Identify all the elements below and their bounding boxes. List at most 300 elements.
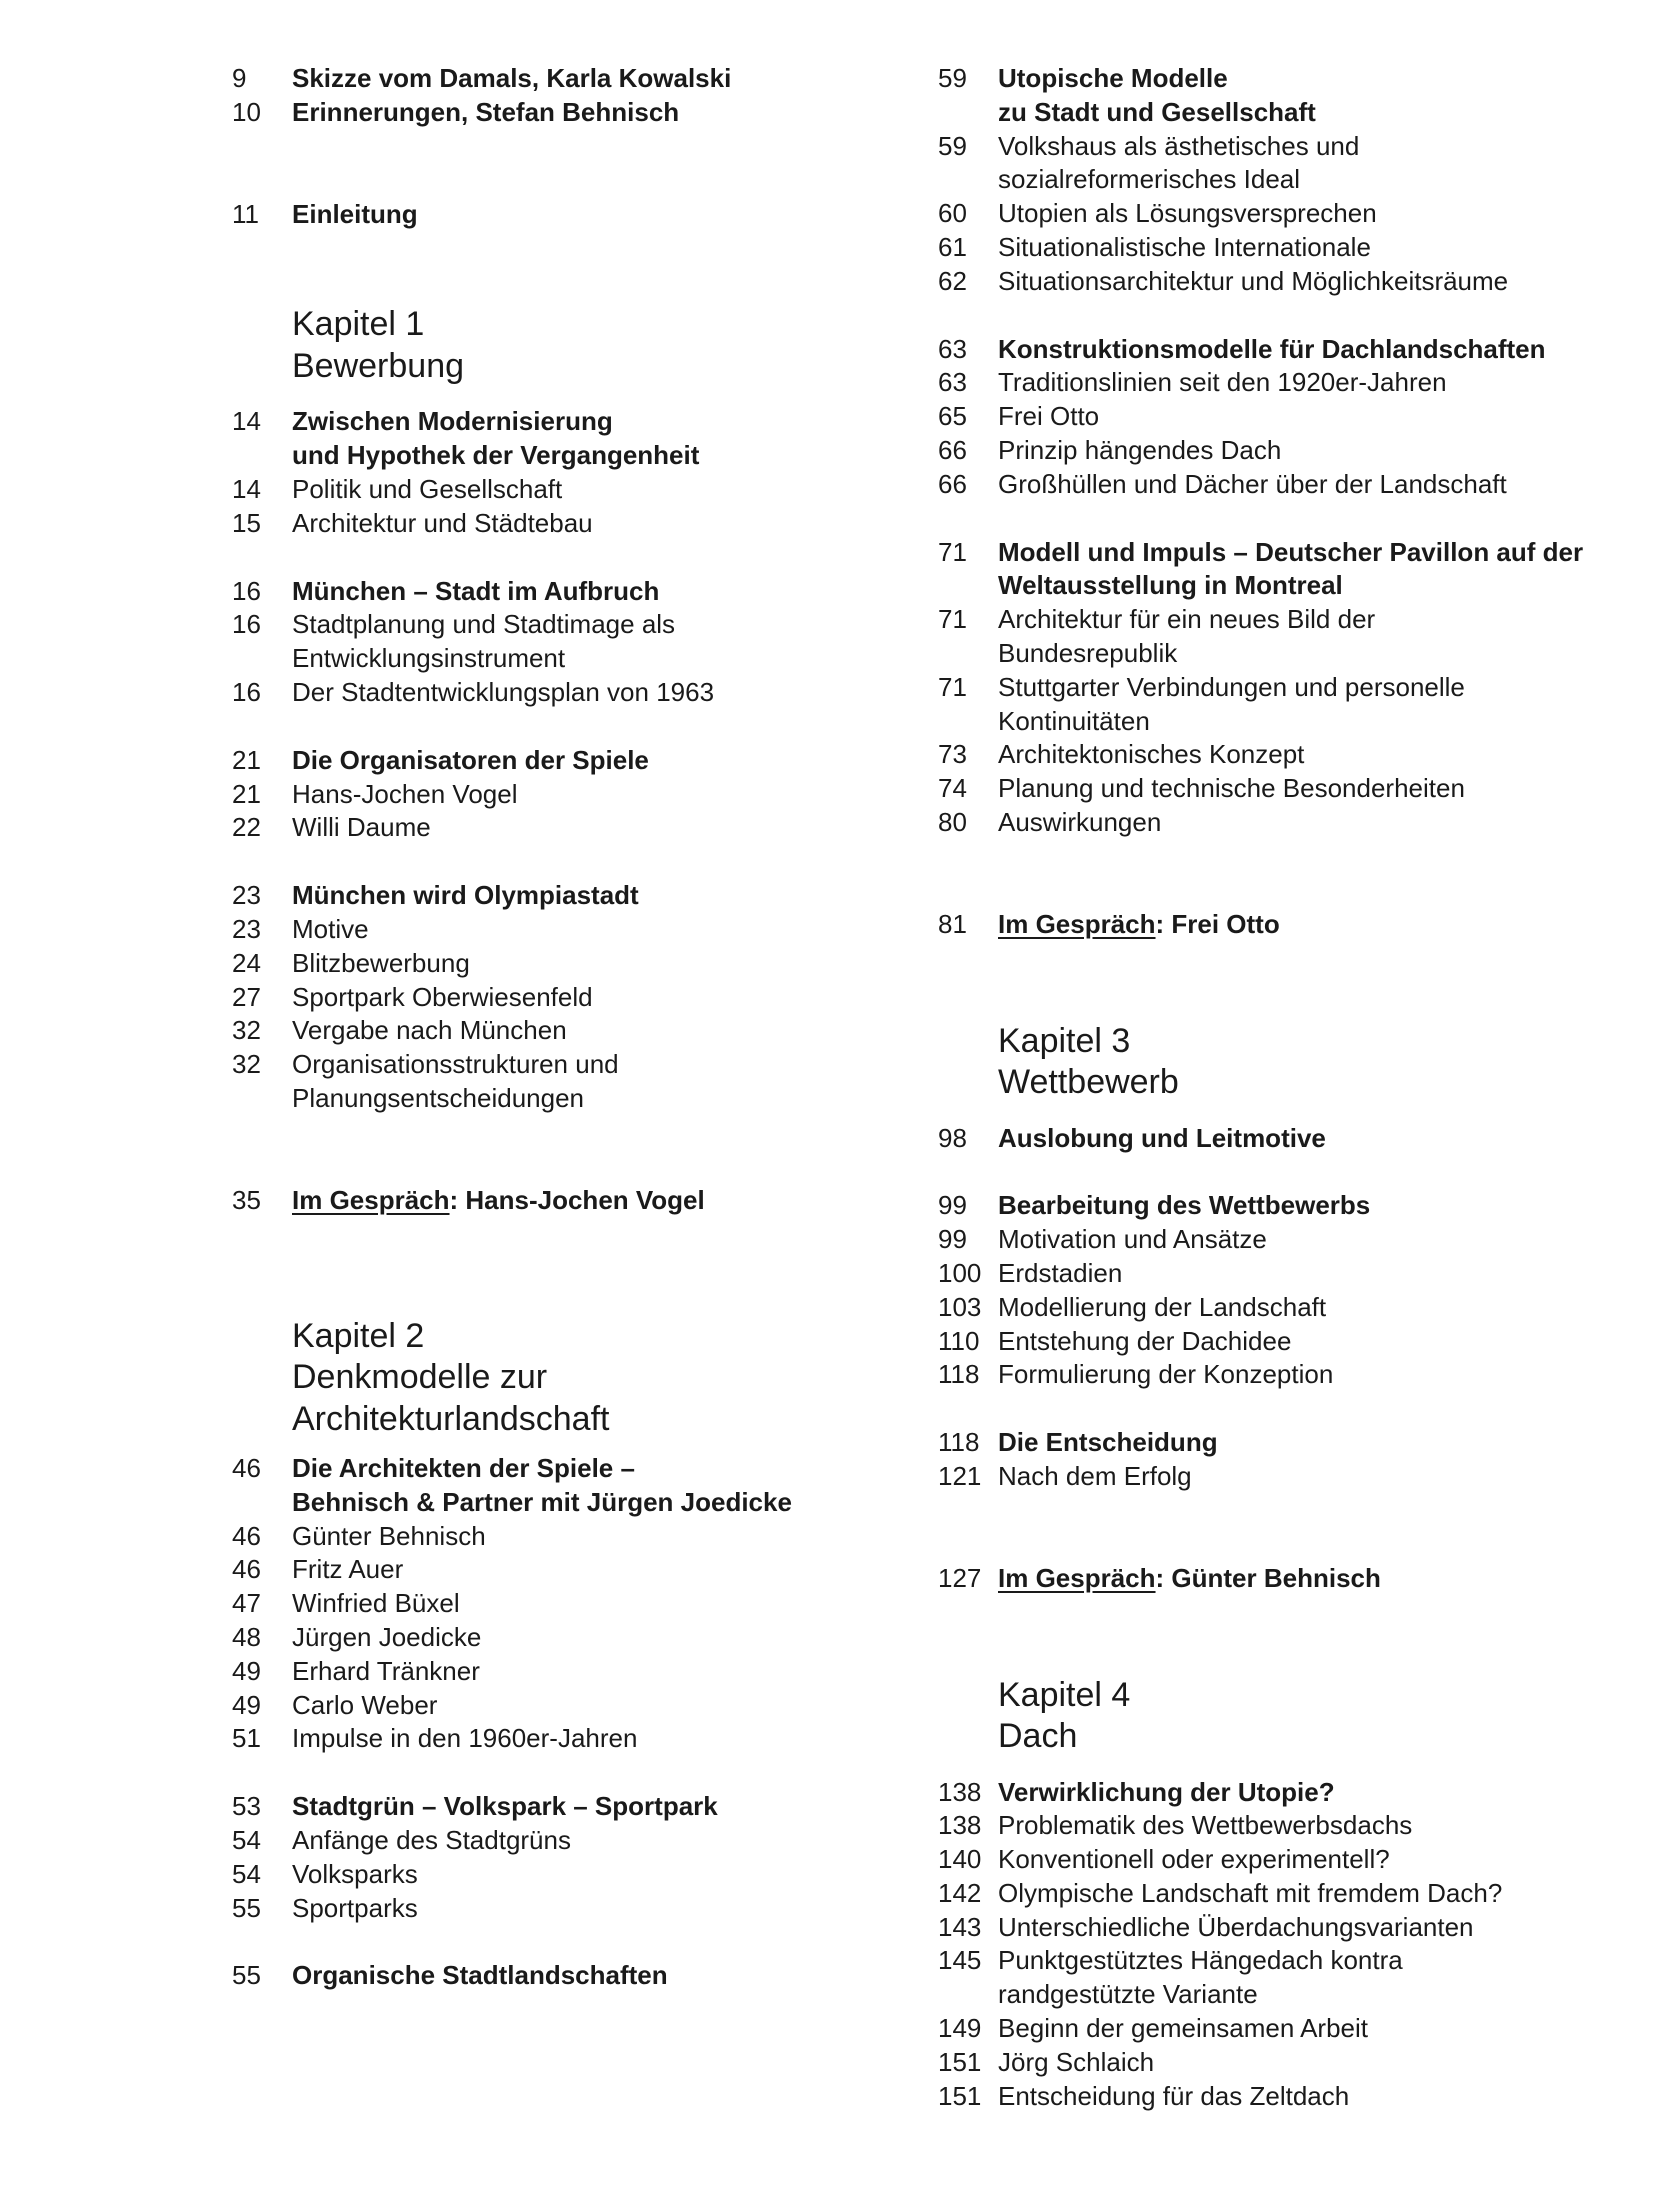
entry-title-text: Skizze vom Damals, Karla Kowalski: [292, 63, 732, 93]
page-number: 66: [938, 468, 967, 499]
page-number: 14: [232, 473, 261, 504]
entry-title-text: Organisationsstrukturen und: [292, 1049, 619, 1080]
page-number: 14: [232, 406, 261, 437]
entry-title: [998, 1325, 1638, 1359]
page-number: 145: [938, 1945, 982, 1976]
page-number: 149: [938, 2013, 982, 2044]
entry-title-text: Blitzbewerbung: [292, 947, 470, 978]
toc-right-column: [938, 62, 1638, 2113]
entry-title: [998, 603, 1638, 671]
page-number: 118: [938, 1427, 980, 1458]
chapter-number: Kapitel 3: [998, 1021, 1131, 1060]
entry-title-text: Stadtgrün – Volkspark – Sportpark: [292, 1791, 718, 1822]
entry-title-continued: Bundesrepublik: [998, 637, 1178, 668]
toc-entry: [938, 1843, 1638, 1877]
entry-title: [292, 1014, 892, 1048]
entry-title: [998, 265, 1638, 299]
entry-title-text: Die Architekten der Spiele –: [292, 1453, 635, 1484]
page-number: 71: [938, 604, 967, 635]
toc-entry: [938, 400, 1638, 434]
chapter-number: Kapitel 4: [998, 1675, 1131, 1714]
page-number: 65: [938, 401, 967, 432]
entry-title: [998, 333, 1638, 367]
entry-title: [292, 96, 892, 130]
page-number: 99: [938, 1190, 967, 1221]
entry-title: [292, 1824, 892, 1858]
page-number: 55: [232, 1960, 261, 1991]
entry-title-text: Stuttgarter Verbindungen und personelle: [998, 671, 1465, 702]
toc-entry: [938, 231, 1638, 265]
toc-entry: [938, 1257, 1638, 1291]
chapter-heading: [232, 304, 892, 387]
page-number: 21: [232, 778, 261, 809]
entry-title: [292, 913, 892, 947]
entry-title-text: Organische Stadtlandschaften: [292, 1960, 668, 1991]
entry-title: [998, 1562, 1638, 1596]
page-number: 59: [938, 63, 967, 93]
entry-title-continued: sozialreformerisches Ideal: [998, 164, 1301, 195]
entry-title: [292, 1858, 892, 1892]
entry-title: [292, 981, 892, 1015]
page-number: 63: [938, 333, 967, 364]
toc-entry: [232, 947, 892, 981]
entry-title: [292, 1722, 892, 1756]
entry-title-continued: Behnisch & Partner mit Jürgen Joedicke: [292, 1486, 792, 1517]
page-number: 15: [232, 507, 261, 538]
entry-title-text: Zwischen Modernisierung: [292, 406, 613, 437]
entry-title-continued: Weltausstellung in Montreal: [998, 570, 1343, 601]
toc-entry: [232, 1520, 892, 1554]
entry-title-text: Hans-Jochen Vogel: [292, 778, 518, 809]
page-number: 55: [232, 1892, 261, 1923]
page-number: 138: [938, 1810, 982, 1841]
entry-title: [998, 468, 1638, 502]
toc-entry: [232, 1824, 892, 1858]
toc-entry: [938, 1460, 1638, 1494]
chapter-number: Kapitel 1: [292, 305, 425, 344]
page-number: 59: [938, 130, 967, 161]
toc-entry: [938, 1809, 1638, 1843]
entry-title-text: Beginn der gemeinsamen Arbeit: [998, 2013, 1369, 2044]
toc-entry: [232, 1892, 892, 1926]
entry-title: [998, 231, 1638, 265]
entry-title-continued: Entwicklungsinstrument: [292, 643, 566, 674]
page-number: 51: [232, 1723, 261, 1754]
toc-entry: [938, 1776, 1638, 1810]
chapter-title: Wettbewerb: [998, 1063, 1179, 1102]
entry-title: [292, 1452, 892, 1520]
toc-entry: [938, 333, 1638, 367]
toc-entry: [938, 197, 1638, 231]
entry-title-continued: zu Stadt und Gesellschaft: [998, 96, 1316, 127]
entry-title: [292, 198, 892, 232]
page-number: 49: [232, 1655, 261, 1686]
page-number: 81: [938, 908, 967, 939]
entry-title: [998, 62, 1638, 130]
entry-title: [998, 738, 1638, 772]
entry-title: [292, 676, 892, 710]
page-number: 48: [232, 1622, 261, 1653]
page-number: 66: [938, 434, 967, 465]
page-number: 118: [938, 1359, 980, 1390]
toc-entry: [938, 468, 1638, 502]
entry-title-text: Verwirklichung der Utopie?: [998, 1776, 1335, 1807]
toc-entry: [232, 608, 892, 676]
entry-title-text: Volkshaus als ästhetisches und: [998, 130, 1360, 161]
entry-title-text: Modell und Impuls – Deutscher Pavillon auf der: [998, 536, 1584, 567]
entry-title: [998, 197, 1638, 231]
toc-entry: [938, 1223, 1638, 1257]
entry-title-text: : Hans-Jochen Vogel: [449, 1184, 705, 1215]
entry-title: [998, 1809, 1638, 1843]
page-number: 9: [232, 63, 247, 93]
entry-title-text: Planung und technische Besonderheiten: [998, 773, 1465, 804]
toc-entry: [938, 1189, 1638, 1223]
entry-title-text: Fritz Auer: [292, 1554, 404, 1585]
entry-title-text: Prinzip hängendes Dach: [998, 434, 1282, 465]
interview-label: Im Gespräch: [292, 1184, 450, 1215]
entry-title: [998, 1291, 1638, 1325]
toc-entry: [232, 879, 892, 913]
entry-title-text: Entstehung der Dachidee: [998, 1325, 1292, 1356]
entry-title: [998, 772, 1638, 806]
chapter-heading: [232, 1316, 892, 1441]
entry-title-text: Die Organisatoren der Spiele: [292, 744, 649, 775]
page-number: 73: [938, 739, 967, 770]
toc-entry: [938, 1291, 1638, 1325]
entry-title-text: Willi Daume: [292, 812, 431, 843]
page-number: 54: [232, 1858, 261, 1889]
entry-title: [998, 434, 1638, 468]
toc-entry: [938, 62, 1638, 130]
page-number: 32: [232, 1015, 261, 1046]
entry-title-text: Politik und Gesellschaft: [292, 473, 563, 504]
entry-title-text: Konstruktionsmodelle für Dachlandschaften: [998, 333, 1546, 364]
entry-title-text: Utopische Modelle: [998, 63, 1228, 93]
page-number: 54: [232, 1825, 261, 1855]
page-number: 49: [232, 1689, 261, 1720]
page-number: 80: [938, 806, 967, 837]
entry-title: [292, 811, 892, 845]
entry-title: [998, 2012, 1638, 2046]
page-number: 24: [232, 947, 261, 978]
entry-title-text: Einleitung: [292, 198, 418, 229]
toc-entry: [938, 671, 1638, 739]
toc-entry: [232, 1014, 892, 1048]
toc-entry: [232, 1048, 892, 1116]
toc-entry: [232, 1587, 892, 1621]
page-number: 16: [232, 575, 261, 606]
page-number: 143: [938, 1911, 982, 1942]
toc-entry: [232, 1621, 892, 1655]
toc-entry: [938, 1426, 1638, 1460]
entry-title-text: Impulse in den 1960er-Jahren: [292, 1723, 638, 1754]
page-number: 151: [938, 2080, 982, 2111]
entry-title: [998, 1257, 1638, 1291]
entry-title: [998, 671, 1638, 739]
entry-title-text: Auslobung und Leitmotive: [998, 1122, 1326, 1153]
toc-entry: [938, 1562, 1638, 1596]
entry-title: [292, 575, 892, 609]
toc-entry: [232, 198, 892, 232]
toc-entry: [232, 1790, 892, 1824]
page-number: 61: [938, 231, 967, 262]
toc-entry: [232, 1689, 892, 1723]
entry-title: [292, 947, 892, 981]
entry-title-text: Frei Otto: [998, 401, 1100, 432]
entry-title: [998, 1776, 1638, 1810]
entry-title-text: Nach dem Erfolg: [998, 1460, 1192, 1491]
entry-title-text: Erdstadien: [998, 1257, 1123, 1288]
toc-entry: [232, 981, 892, 1015]
toc-entry: [938, 536, 1638, 604]
entry-title: [292, 744, 892, 778]
entry-title-text: Utopien als Lösungsversprechen: [998, 198, 1377, 229]
entry-title-continued: Planungsentscheidungen: [292, 1082, 585, 1113]
entry-title: [292, 62, 892, 96]
page-number: 46: [232, 1520, 261, 1551]
chapter-title: Denkmodelle zur: [292, 1358, 548, 1397]
entry-title-text: Großhüllen und Dächer über der Landschaft: [998, 468, 1507, 499]
page-number: 62: [938, 265, 967, 296]
entry-title-text: Jürgen Joedicke: [292, 1622, 482, 1653]
chapter-heading: [938, 1021, 1638, 1104]
entry-title-text: Olympische Landschaft mit fremdem Dach?: [998, 1877, 1503, 1908]
toc-entry: [938, 1911, 1638, 1945]
entry-title: [292, 1689, 892, 1723]
toc-entry: [938, 1122, 1638, 1156]
entry-title: [998, 2046, 1638, 2080]
toc-entry: [938, 2080, 1638, 2114]
toc-entry: [938, 603, 1638, 671]
page-number: 138: [938, 1776, 982, 1807]
page-number: 99: [938, 1224, 967, 1255]
entry-title-continued: und Hypothek der Vergangenheit: [292, 440, 700, 471]
page-number: 10: [232, 96, 261, 127]
page-number: 47: [232, 1588, 261, 1619]
entry-title-text: Erhard Tränkner: [292, 1655, 480, 1686]
page-number: 23: [232, 913, 261, 944]
toc-entry: [232, 1655, 892, 1689]
entry-title: [998, 366, 1638, 400]
toc-left-column: [232, 62, 892, 1993]
entry-title: [998, 130, 1638, 198]
page-number: 46: [232, 1554, 261, 1585]
toc-entry: [232, 96, 892, 130]
entry-title-text: : Günter Behnisch: [1155, 1562, 1381, 1593]
entry-title-text: München wird Olympiastadt: [292, 880, 639, 911]
entry-title: [292, 405, 892, 473]
entry-title-text: Anfänge des Stadtgrüns: [292, 1825, 571, 1855]
entry-title-text: München – Stadt im Aufbruch: [292, 575, 660, 606]
entry-title: [998, 1911, 1638, 1945]
entry-title: [998, 1122, 1638, 1156]
entry-title-text: Formulierung der Konzeption: [998, 1359, 1334, 1390]
chapter-heading: [938, 1675, 1638, 1758]
chapter-title: Bewerbung: [292, 346, 465, 385]
page-number: 103: [938, 1291, 982, 1322]
entry-title-text: Stadtplanung und Stadtimage als: [292, 609, 676, 640]
entry-title: [998, 1189, 1638, 1223]
toc-entry: [938, 772, 1638, 806]
entry-title: [998, 1843, 1638, 1877]
page-number: 16: [232, 609, 261, 640]
entry-title-text: Volksparks: [292, 1858, 418, 1889]
page-number: 121: [938, 1460, 982, 1491]
entry-title-text: Traditionslinien seit den 1920er-Jahren: [998, 367, 1447, 398]
entry-title-text: Situationalistische Internationale: [998, 231, 1371, 262]
entry-title-text: Winfried Büxel: [292, 1588, 460, 1619]
page-number: 22: [232, 812, 261, 843]
entry-title-text: Auswirkungen: [998, 806, 1162, 837]
page-number: 16: [232, 676, 261, 707]
entry-title-text: Motivation und Ansätze: [998, 1224, 1267, 1255]
page-number: 60: [938, 198, 967, 229]
page-number: 71: [938, 536, 967, 567]
toc-entry: [938, 2046, 1638, 2080]
toc-entry: [232, 1553, 892, 1587]
entry-title: [998, 2080, 1638, 2114]
entry-title: [292, 473, 892, 507]
page-number: 63: [938, 367, 967, 398]
page-number: 100: [938, 1257, 982, 1288]
page-number: 23: [232, 880, 261, 911]
toc-entry: [232, 473, 892, 507]
entry-title-text: Vergabe nach München: [292, 1015, 567, 1046]
page-number: 110: [938, 1325, 980, 1356]
page-number: 151: [938, 2046, 982, 2077]
toc-entry: [938, 806, 1638, 840]
entry-title: [292, 608, 892, 676]
entry-title-text: Architektur und Städtebau: [292, 507, 593, 538]
chapter-title-line2: Architekturlandschaft: [292, 1399, 610, 1438]
page-number: 32: [232, 1049, 261, 1080]
entry-title: [998, 1223, 1638, 1257]
entry-title: [998, 536, 1638, 604]
entry-title: [292, 1621, 892, 1655]
entry-title-text: Die Entscheidung: [998, 1427, 1218, 1458]
entry-title: [292, 1520, 892, 1554]
entry-title: [292, 1892, 892, 1926]
toc-entry: [232, 778, 892, 812]
page-number: 46: [232, 1453, 261, 1484]
chapter-title: Dach: [998, 1717, 1078, 1755]
entry-title: [998, 1877, 1638, 1911]
page-number: 35: [232, 1184, 261, 1215]
entry-title-text: Unterschiedliche Überdachungsvarianten: [998, 1911, 1474, 1942]
entry-title-text: Entscheidung für das Zeltdach: [998, 2080, 1350, 2111]
entry-title: [998, 1460, 1638, 1494]
entry-title-text: Modellierung der Landschaft: [998, 1291, 1327, 1322]
entry-title-text: Architektur für ein neues Bild der: [998, 604, 1376, 635]
entry-title-text: Architektonisches Konzept: [998, 739, 1305, 770]
toc-entry: [938, 1877, 1638, 1911]
toc-entry: [938, 1325, 1638, 1359]
chapter-number: Kapitel 2: [292, 1316, 425, 1355]
entry-title-text: Der Stadtentwicklungsplan von 1963: [292, 676, 715, 707]
entry-title-text: Problematik des Wettbewerbsdachs: [998, 1810, 1413, 1841]
entry-title-text: Jörg Schlaich: [998, 2046, 1155, 2077]
toc-entry: [938, 434, 1638, 468]
entry-title: [292, 778, 892, 812]
entry-title: [998, 1944, 1638, 2012]
entry-title: [998, 908, 1638, 942]
entry-title-text: Sportpark Oberwiesenfeld: [292, 981, 593, 1012]
toc-entry: [232, 575, 892, 609]
entry-title: [292, 1587, 892, 1621]
entry-title: [292, 879, 892, 913]
entry-title: [292, 1553, 892, 1587]
toc-entry: [938, 130, 1638, 198]
entry-title-text: Motive: [292, 913, 369, 944]
toc-entry: [232, 1184, 892, 1218]
interview-label: Im Gespräch: [998, 1562, 1156, 1593]
entry-title: [292, 1655, 892, 1689]
toc-entry: [232, 811, 892, 845]
toc-entry: [938, 1358, 1638, 1392]
toc-entry: [232, 1452, 892, 1520]
page-number: 127: [938, 1562, 982, 1593]
entry-title: [292, 1184, 892, 1218]
toc-entry: [232, 62, 892, 96]
entry-title: [292, 1959, 892, 1993]
toc-entry: [232, 405, 892, 473]
toc-entry: [938, 908, 1638, 942]
page-number: 53: [232, 1791, 261, 1822]
entry-title-continued: Kontinuitäten: [998, 705, 1150, 736]
page-number: 98: [938, 1122, 967, 1153]
entry-title-text: Sportparks: [292, 1892, 418, 1923]
entry-title: [998, 1358, 1638, 1392]
page-number: 27: [232, 981, 261, 1012]
entry-title-text: Günter Behnisch: [292, 1520, 486, 1551]
entry-title-text: Carlo Weber: [292, 1689, 438, 1720]
entry-title: [998, 806, 1638, 840]
entry-title: [292, 1048, 892, 1116]
entry-title-text: Erinnerungen, Stefan Behnisch: [292, 96, 680, 127]
entry-title-text: Konventionell oder experimentell?: [998, 1844, 1390, 1875]
toc-entry: [938, 265, 1638, 299]
toc-entry: [232, 1959, 892, 1993]
page-number: 21: [232, 744, 261, 775]
entry-title-text: Bearbeitung des Wettbewerbs: [998, 1190, 1371, 1221]
entry-title-text: : Frei Otto: [1155, 908, 1280, 939]
entry-title-continued: randgestützte Variante: [998, 1979, 1258, 2010]
toc-entry: [938, 1944, 1638, 2012]
entry-title-text: Punktgestütztes Hängedach kontra: [998, 1945, 1403, 1976]
toc-entry: [938, 366, 1638, 400]
interview-label: Im Gespräch: [998, 908, 1156, 939]
page-number: 11: [232, 198, 259, 229]
toc-entry: [938, 2012, 1638, 2046]
page-number: 74: [938, 773, 967, 804]
entry-title: [292, 1790, 892, 1824]
page-number: 140: [938, 1844, 982, 1875]
page-number: 142: [938, 1877, 982, 1908]
entry-title: [998, 400, 1638, 434]
toc-entry: [232, 676, 892, 710]
toc-entry: [232, 1722, 892, 1756]
toc-entry: [232, 913, 892, 947]
entry-title: [998, 1426, 1638, 1460]
toc-entry: [938, 738, 1638, 772]
entry-title-text: Situationsarchitektur und Möglichkeitsräume: [998, 265, 1509, 296]
toc-entry: [232, 744, 892, 778]
page-number: 71: [938, 671, 967, 702]
toc-entry: [232, 507, 892, 541]
toc-entry: [232, 1858, 892, 1892]
entry-title: [292, 507, 892, 541]
